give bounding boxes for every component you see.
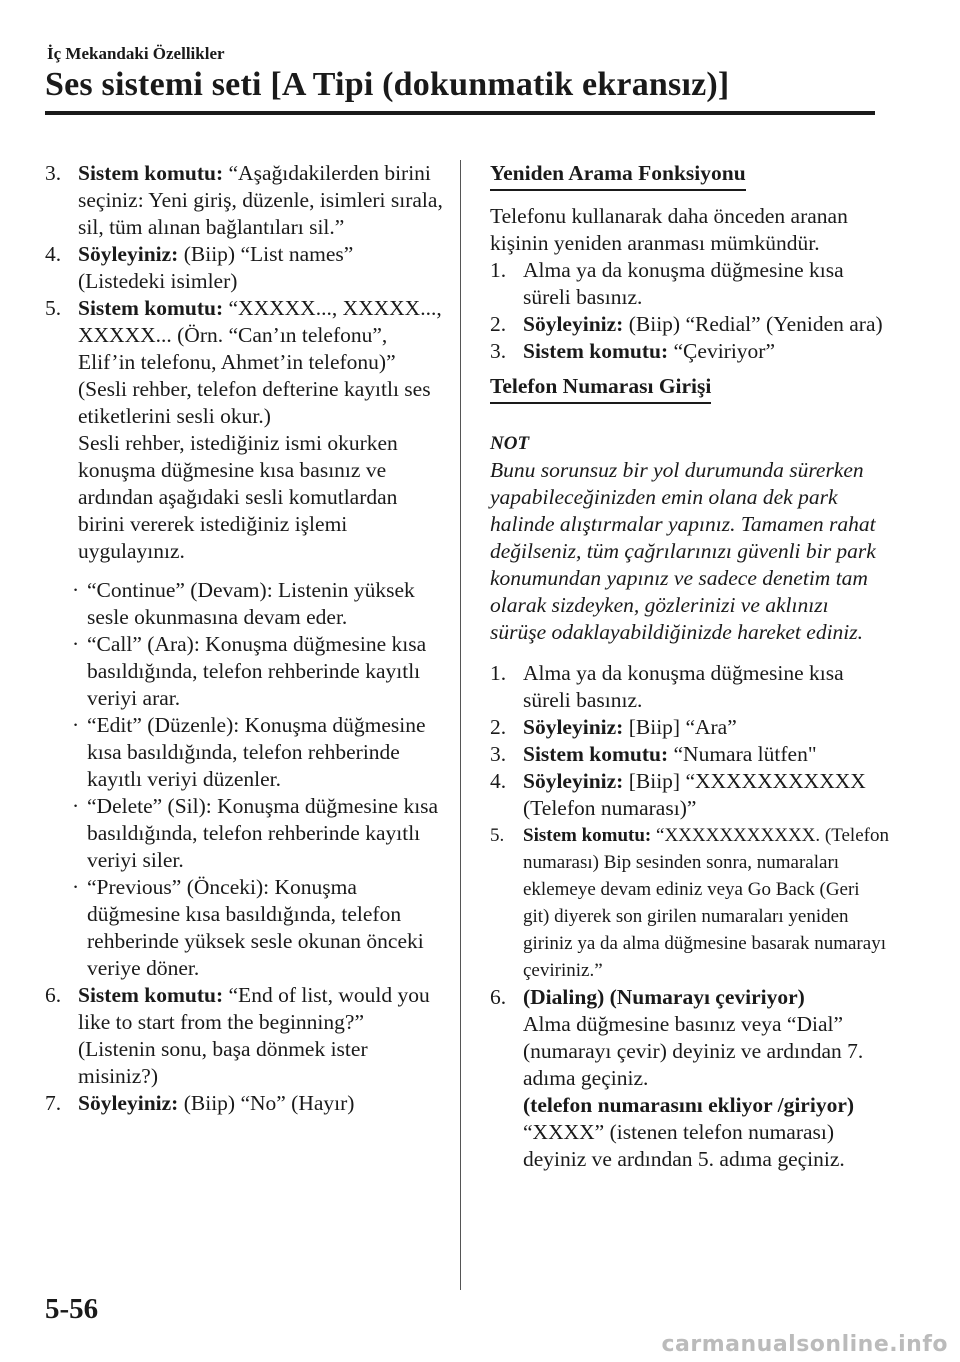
item-number: 3.	[490, 339, 507, 363]
item-number: 7.	[45, 1091, 62, 1115]
right-column	[490, 160, 890, 1173]
item-keyword: Söyleyiniz:	[523, 769, 624, 793]
list-item	[45, 982, 445, 1090]
item-keyword: Söyleyiniz:	[78, 1091, 179, 1115]
section-label: İç Mekandaki Özellikler	[47, 44, 225, 63]
bullet-text: “Previous” (Önceki): Konuşma düğmesine kısa basıldığında, telefon rehberinde yüksek sesle okunan önceki veriye döner.	[87, 875, 424, 980]
item-text: “XXXXX..., XXXXX..., XXXXX... (Örn. “Can’ın telefonu”, Elif’in telefonu, Ahmet’in telefonu)” (Sesli rehber, telefon defterine kayıtlı ses etiketlerini sesli okur.)	[78, 296, 442, 428]
item-number: 6.	[45, 983, 62, 1007]
column-divider	[460, 160, 461, 1290]
item-keyword: Sistem komutu:	[78, 161, 224, 185]
left-column	[45, 160, 445, 1117]
page-number: 5-56	[45, 1293, 99, 1325]
bullet-dot: ·	[72, 632, 80, 656]
item-number: 4.	[45, 242, 62, 266]
item-text: [Biip] “Ara”	[623, 715, 737, 739]
item-text: (Biip) “Redial” (Yeniden ara)	[623, 312, 883, 336]
list-item	[490, 768, 890, 822]
list-item	[490, 741, 890, 768]
section-heading-redial: Yeniden Arama Fonksiyonu	[490, 160, 746, 191]
item-keyword: Söyleyiniz:	[78, 242, 179, 266]
bullet-dot: ·	[72, 794, 80, 818]
item-text: Alma ya da konuşma düğmesine kısa süreli basınız.	[523, 258, 844, 309]
item-text: (Biip) “List names” (Listedeki isimler)	[78, 242, 354, 293]
note-label: NOT	[490, 433, 530, 454]
item-text: (Biip) “No” (Hayır)	[178, 1091, 355, 1115]
item-number: 2.	[490, 312, 507, 336]
bullet-text: “Continue” (Devam): Listenin yüksek sesle okunmasına devam eder.	[87, 578, 415, 629]
redial-intro: Telefonu kullanarak daha önceden aranan kişinin yeniden aranması mümkündür.	[490, 204, 848, 255]
bullet-text: “Edit” (Düzenle): Konuşma düğmesine kısa basıldığında, telefon rehberinde kayıtlı veriyi düzenler.	[87, 713, 426, 791]
item-text: “End of list, would you like to start from the beginning?” (Listenin sonu, başa dönmek ister misiniz?)	[78, 983, 430, 1088]
item-number: 3.	[490, 742, 507, 766]
item-number: 6.	[490, 985, 507, 1009]
item-number: 1.	[490, 661, 507, 685]
list-item	[490, 257, 890, 311]
title-rule	[45, 111, 875, 115]
item-number: 5.	[45, 296, 62, 320]
bullet-dot: ·	[72, 875, 80, 899]
item-text: “XXXXXXXXXXX. (Telefon numarası) Bip sesinden sonra, numaraları eklemeye devam ediniz veya Go Back (Geri git) diyerek son girilen numaraları yeniden giriniz ya da alma düğmesine basarak numarayı çeviriniz.”	[523, 825, 889, 981]
section-heading-phone-entry: Telefon Numarası Girişi	[490, 373, 711, 404]
item-keyword: Sistem komutu:	[523, 825, 652, 846]
bullet-item	[45, 793, 445, 874]
item-text: “Aşağıdakilerden birini seçiniz: Yeni giriş, düzenle, isimleri sırala, sil, tüm alınan bağlantıları sil.”	[78, 161, 443, 239]
list-item	[45, 295, 445, 565]
item-number: 2.	[490, 715, 507, 739]
list-item	[490, 311, 890, 338]
bullet-item	[45, 712, 445, 793]
item-keyword: Sistem komutu:	[523, 339, 669, 363]
item-text: Alma ya da konuşma düğmesine kısa süreli basınız.	[523, 661, 844, 712]
page-title: Ses sistemi seti [A Tipi (dokunmatik ekransız)]	[45, 66, 730, 103]
item-number: 5.	[490, 825, 505, 846]
list-item	[45, 241, 445, 295]
item-number: 4.	[490, 769, 507, 793]
item-keyword: Sistem komutu:	[78, 983, 224, 1007]
item-number: 3.	[45, 161, 62, 185]
item-text: “Numara lütfen"	[668, 742, 817, 766]
bullet-text: “Call” (Ara): Konuşma düğmesine kısa basıldığında, telefon rehberinde kayıtlı veriyi arar.	[87, 632, 427, 710]
item-keyword: Söyleyiniz:	[523, 715, 624, 739]
list-item	[490, 714, 890, 741]
bullet-item	[45, 577, 445, 631]
watermark: carmanualsonline.info	[661, 1332, 948, 1357]
list-item	[490, 660, 890, 714]
list-item	[490, 984, 890, 1173]
item-keyword: Sistem komutu:	[78, 296, 224, 320]
item-text: [Biip] “XXXXXXXXXXX (Telefon numarası)”	[523, 769, 866, 820]
item-keyword: Sistem komutu:	[523, 742, 669, 766]
list-item	[490, 338, 890, 365]
bullet-item	[45, 631, 445, 712]
item-keyword: (telefon numarasını ekliyor /giriyor)	[523, 1093, 855, 1117]
list-item	[45, 1090, 445, 1117]
list-item	[490, 822, 890, 984]
note-text: Bunu sorunsuz bir yol durumunda sürerken yapabileceğinizden emin olana dek park halinde alıştırmalar yapınız. Tamamen rahat değilseniz, tüm çağrılarınızı güvenli bir park konumundan yapınız ve sadece denetim tam olarak sizdeyken, gözlerinizi ve aklınızı sürüşe odaklayabildiğinizde hareket ediniz.	[490, 458, 876, 644]
bullet-item	[45, 874, 445, 982]
item-keyword: Söyleyiniz:	[523, 312, 624, 336]
item-number: 1.	[490, 258, 507, 282]
item-text: “XXXX” (istenen telefon numarası) deyiniz ve ardından 5. adıma geçiniz.	[523, 1120, 845, 1171]
item-text: “Çeviriyor”	[668, 339, 776, 363]
list-item	[45, 160, 445, 241]
item-keyword: (Dialing) (Numarayı çeviriyor)	[523, 985, 805, 1009]
item-text: Alma düğmesine basınız veya “Dial” (numarayı çevir) deyiniz ve ardından 7. adıma geçiniz.	[523, 1012, 864, 1090]
bullet-dot: ·	[72, 713, 80, 737]
item-paragraph: Sesli rehber, istediğiniz ismi okurken konuşma düğmesine kısa basınız ve ardından aşağıdaki sesli komutlardan birini vererek istediğiniz işlemi uygulayınız.	[78, 431, 398, 563]
bullet-dot: ·	[72, 578, 80, 602]
bullet-text: “Delete” (Sil): Konuşma düğmesine kısa basıldığında, telefon rehberinde kayıtlı veriyi siler.	[87, 794, 439, 872]
